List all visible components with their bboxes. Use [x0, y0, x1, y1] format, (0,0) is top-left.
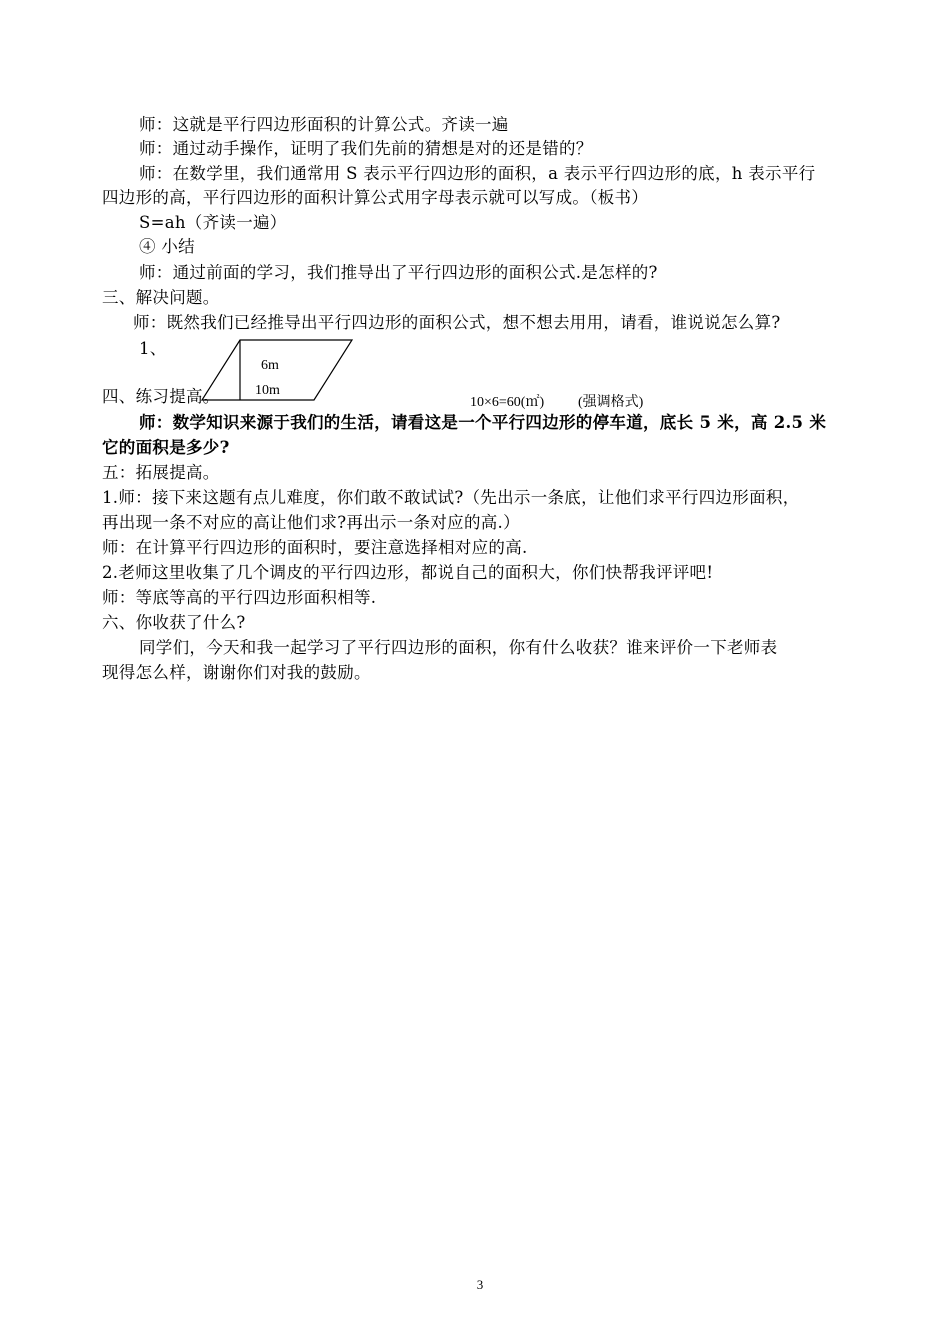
text-line: 师：在计算平行四边形的面积时，要注意选择相对应的高. — [102, 538, 528, 557]
text-line: 师：这就是平行四边形面积的计算公式。齐读一遍 — [139, 115, 509, 134]
parallelogram-figure — [198, 338, 358, 403]
problem-number: 1、 — [139, 339, 167, 358]
height-label: 6m — [261, 358, 279, 373]
text-line: 同学们，今天和我一起学习了平行四边形的面积，你有什么收获？谁来评价一下老师表 — [139, 638, 778, 657]
text-line: 师：在数学里，我们通常用 S 表示平行四边形的面积，a 表示平行四边形的底，h 表示平行 — [139, 164, 816, 183]
text-line: 师：通过前面的学习，我们推导出了平行四边形的面积公式.是怎样的? — [139, 263, 658, 282]
text-line: 再出现一条不对应的高让他们求?再出示一条对应的高.） — [102, 513, 520, 532]
text-line: 师：通过动手操作，证明了我们先前的猜想是对的还是错的？ — [139, 139, 593, 158]
text-line: 1.师：接下来这题有点儿难度，你们敢不敢试试?（先出示一条底，让他们求平行四边形面积， — [102, 488, 800, 507]
text-line: 现得怎么样，谢谢你们对我的鼓励。 — [102, 663, 371, 682]
section-heading: ④ 小结 — [139, 237, 195, 256]
text-line: 2.老师这里收集了几个调皮的平行四边形，都说自己的面积大，你们快帮我评评吧! — [102, 563, 714, 582]
text-line: 四边形的高，平行四边形的面积计算公式用字母表示就可以写成。（板书） — [102, 188, 649, 207]
page-number: 3 — [476, 1277, 484, 1292]
text-line-bold: 它的面积是多少? — [102, 438, 230, 457]
text-line-bold: 师：数学知识来源于我们的生活，请看这是一个平行四边形的停车道，底长 5 米，高 2.5 米 — [139, 413, 827, 432]
section-heading: 三、解决问题。 — [102, 288, 220, 307]
text-line: 师：等底等高的平行四边形面积相等. — [102, 588, 377, 607]
area-formula: 10×6=60(㎡) — [470, 395, 545, 410]
section-heading: 六、你收获了什么? — [102, 613, 246, 632]
section-heading: 四、练习提高。 — [102, 387, 220, 406]
text-line: 师：既然我们已经推导出平行四边形的面积公式，想不想去用用，请看，谁说说怎么算? — [133, 313, 781, 332]
formula-note: (强调格式) — [578, 395, 644, 410]
section-heading: 五：拓展提高。 — [102, 463, 220, 482]
base-label: 10m — [255, 383, 280, 398]
formula-line: S=ah（齐读一遍） — [139, 213, 287, 232]
